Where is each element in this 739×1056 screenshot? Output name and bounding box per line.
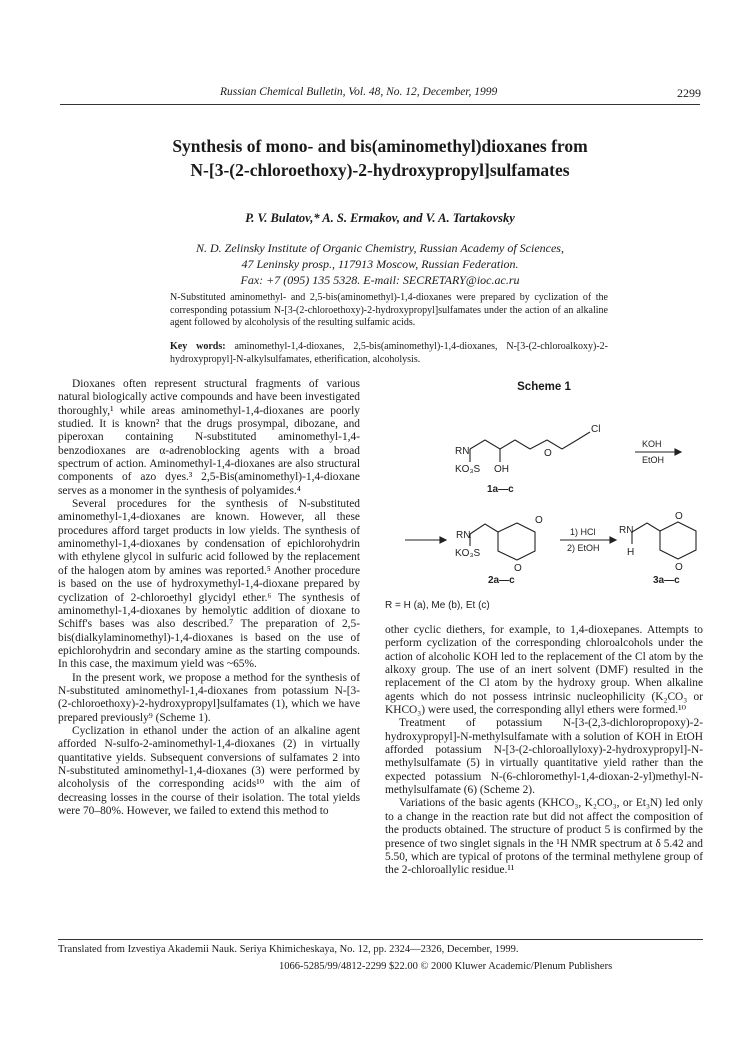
paragraph: Treatment of potassium N-[3-(2,3-dichloropropoxy)-2-hydroxypropyl]-N-methylsulfamate with a solution of KOH in EtOH afforded potassium N-[3-(2-chloroallyloxy)-2-hydroxypropyl]-N-methylsulfamate (5) in virtually quantitative yield rather than the expected potassium N-(6-chloromethyl-1,4-dioxan-2-yl)methyl-N-methylsulfamate (6) (Scheme 2).	[385, 717, 703, 797]
compound-1-chain	[470, 432, 590, 449]
body-column-right	[385, 624, 703, 878]
body-column-left	[58, 378, 360, 818]
reagent-etoh: EtOH	[642, 455, 665, 465]
authors: P. V. Bulatov,* A. S. Ermakov, and V. A. Tartakovsky	[245, 211, 515, 225]
compound-2-label: 2a—c	[488, 575, 515, 586]
label-cl: Cl	[591, 424, 601, 435]
affiliation-line-2: 47 Leninsky prosp., 117913 Moscow, Russian Federation.	[241, 257, 519, 271]
reaction-scheme-figure	[385, 399, 703, 619]
translation-note: Translated from Izvestiya Akademii Nauk. Seriya Khimicheskaya, No. 12, pp. 2324—2326, December, 1999.	[58, 944, 519, 955]
article-title	[60, 134, 700, 182]
keywords	[170, 341, 608, 366]
paragraph: Dioxanes often represent structural fragments of various natural biologically active compounds and have been investigated thoroughly,¹ while areas aminomethyl-1,4-dioxanes are poorly studied. It is known² that the drugs prosympal, dibozane, and piperoxan containing N-substituted aminomethyl-1,4-benzodioxanes are α-adrenoblocking agents with a broad spectrum of action. Aminomethyl-1,4-dioxanes are also structural components of azo dyes.³ 2,5-Bis(aminomethyl)-1,4-dioxane serves as a monomer in the synthesis of polyamides.⁴	[58, 378, 360, 497]
label-rn-2: RN	[456, 530, 471, 541]
paragraph: Variations of the basic agents (KHCO₃, K₂CO₃, or Et₃N) led only to a change in the reaction rate but did not affect the composition of the products obtained. The structure of product 5 is confirmed by the presence of two singlet signals in the ¹H NMR spectrum at δ 5.42 and 5.50, which are typical of protons of the terminal methylene group of the 2-chloroallylic residue.¹¹	[385, 797, 703, 877]
compound-2-dioxane-ring	[498, 523, 535, 560]
header-rule	[60, 104, 700, 105]
keywords-text: aminomethyl-1,4-dioxanes, 2,5-bis(aminomethyl)-1,4-dioxanes, N-[3-(2-chloroalkoxy)-2-hydroxypropyl]-N-alkylsulfamates, etherification, alcoholysis.	[170, 341, 608, 365]
scheme-legend: R = H (a), Me (b), Et (c)	[385, 600, 490, 611]
reagent-etoh-2: 2) EtOH	[567, 543, 600, 553]
title-line-2: N-[3-(2-chloroethoxy)-2-hydroxypropyl]sulfamates	[190, 160, 570, 180]
abstract: N-Substituted aminomethyl- and 2,5-bis(aminomethyl)-1,4-dioxanes were prepared by cyclization of the corresponding potassium N-[3-(2-chloroethoxy)-2-hydroxypropyl]sulfamates under the action of an alkaline agent followed by alcoholysis of the resulting sulfamic acids.	[170, 292, 608, 328]
label-ring-o-bottom-3: O	[675, 562, 683, 573]
title-line-1: Synthesis of mono- and bis(aminomethyl)dioxanes from	[172, 136, 588, 156]
affiliation-line-3: Fax: +7 (095) 135 5328. E-mail: SECRETARY@ioc.ac.ru	[240, 273, 520, 287]
label-rn-3: RN	[619, 525, 634, 536]
copyright-line: 1066-5285/99/4812-2299 $22.00 © 2000 Kluwer Academic/Plenum Publishers	[279, 961, 613, 972]
page-number: 2299	[677, 86, 701, 100]
label-kso3: KO₃S	[455, 464, 481, 475]
compound-1-label: 1a—c	[487, 484, 514, 495]
label-oh: OH	[494, 464, 509, 475]
journal-citation: Russian Chemical Bulletin, Vol. 48, No. 12, December, 1999	[220, 86, 498, 98]
footer-rule	[58, 939, 703, 940]
reagent-hcl: 1) HCl	[570, 527, 596, 537]
label-ring-o-bottom-2: O	[514, 563, 522, 574]
label-h: H	[627, 547, 635, 558]
affiliation	[60, 240, 700, 288]
scheme-1	[385, 381, 703, 621]
compound-3-dioxane-ring	[660, 522, 696, 559]
label-ring-o-top-2: O	[535, 515, 543, 526]
label-ring-o-top-3: O	[675, 511, 683, 522]
label-kso3-2: KO₃S	[455, 548, 481, 559]
label-rn: RN	[455, 446, 470, 457]
paragraph: other cyclic diethers, for example, to 1,4-dioxepanes. Attempts to perform cyclization of the corresponding chloroalcohols under the action of alcoholic KOH led to the replacement of the Cl atom by the alkoxy group. The use of an inert solvent (DMF) resulted in the replacement of the Cl atom by the hydroxy group. When alkaline agents which do not possess intrinsic nucleophilicity (K₂CO₃ or KHCO₃) were used, the corresponding allyl ethers were formed.¹⁰	[385, 624, 703, 717]
label-ether-o: O	[544, 448, 552, 459]
paragraph: Cyclization in ethanol under the action of an alkaline agent afforded N-sulfo-2-aminomethyl-1,4-dioxanes (2) in virtually quantitative yields. Subsequent conversions of sulfamates 2 into N-substituted aminomethyl-1,4-dioxanes (3) were performed by alcoholysis of the corresponding acids¹⁰ with the aim of decreasing losses in the course of their isolation. The total yields were 70–80%. However, we failed to extend this method to	[58, 724, 360, 817]
affiliation-line-1: N. D. Zelinsky Institute of Organic Chemistry, Russian Academy of Sciences,	[196, 241, 564, 255]
compound-3-label: 3a—c	[653, 575, 680, 586]
scheme-title: Scheme 1	[517, 381, 571, 393]
keywords-label: Key words:	[170, 341, 226, 352]
paragraph: In the present work, we propose a method for the synthesis of N-substituted aminomethyl-1,4-dioxanes from potassium N-[3-(2-chloroethoxy)-2-hydroxypropyl]sulfamates (1), which we have prepared previously⁹ (Scheme 1).	[58, 671, 360, 724]
reagent-koh: KOH	[642, 439, 662, 449]
running-head	[60, 86, 701, 102]
paragraph: Several procedures for the synthesis of N-substituted aminomethyl-1,4-dioxanes are known. However, all these procedures afford target products in low yields. The synthesis of aminomethyl-1,4-dioxanes by condensation of epichlorohydrin with ethylene glycol in sulfuric acid followed by the replacement of the halogen atom by amines was reported.⁵ Another procedure is based on the use of hydroxymethyl-1,4-dioxane prepared by cyclization of 2-chloroethyl glycidyl ether.⁶ The synthesis of aminomethyl-1,4-dioxanes by hemolytic addition of dioxane to Schiff's bases was also described.⁷ The preparation of 2,5-bis(dialkylaminomethyl)-1,4-dioxanes is based on the use of epichlorohydrin and secondary amine as the starting compounds. In this case, the maximum yield was ~65%.	[58, 498, 360, 671]
